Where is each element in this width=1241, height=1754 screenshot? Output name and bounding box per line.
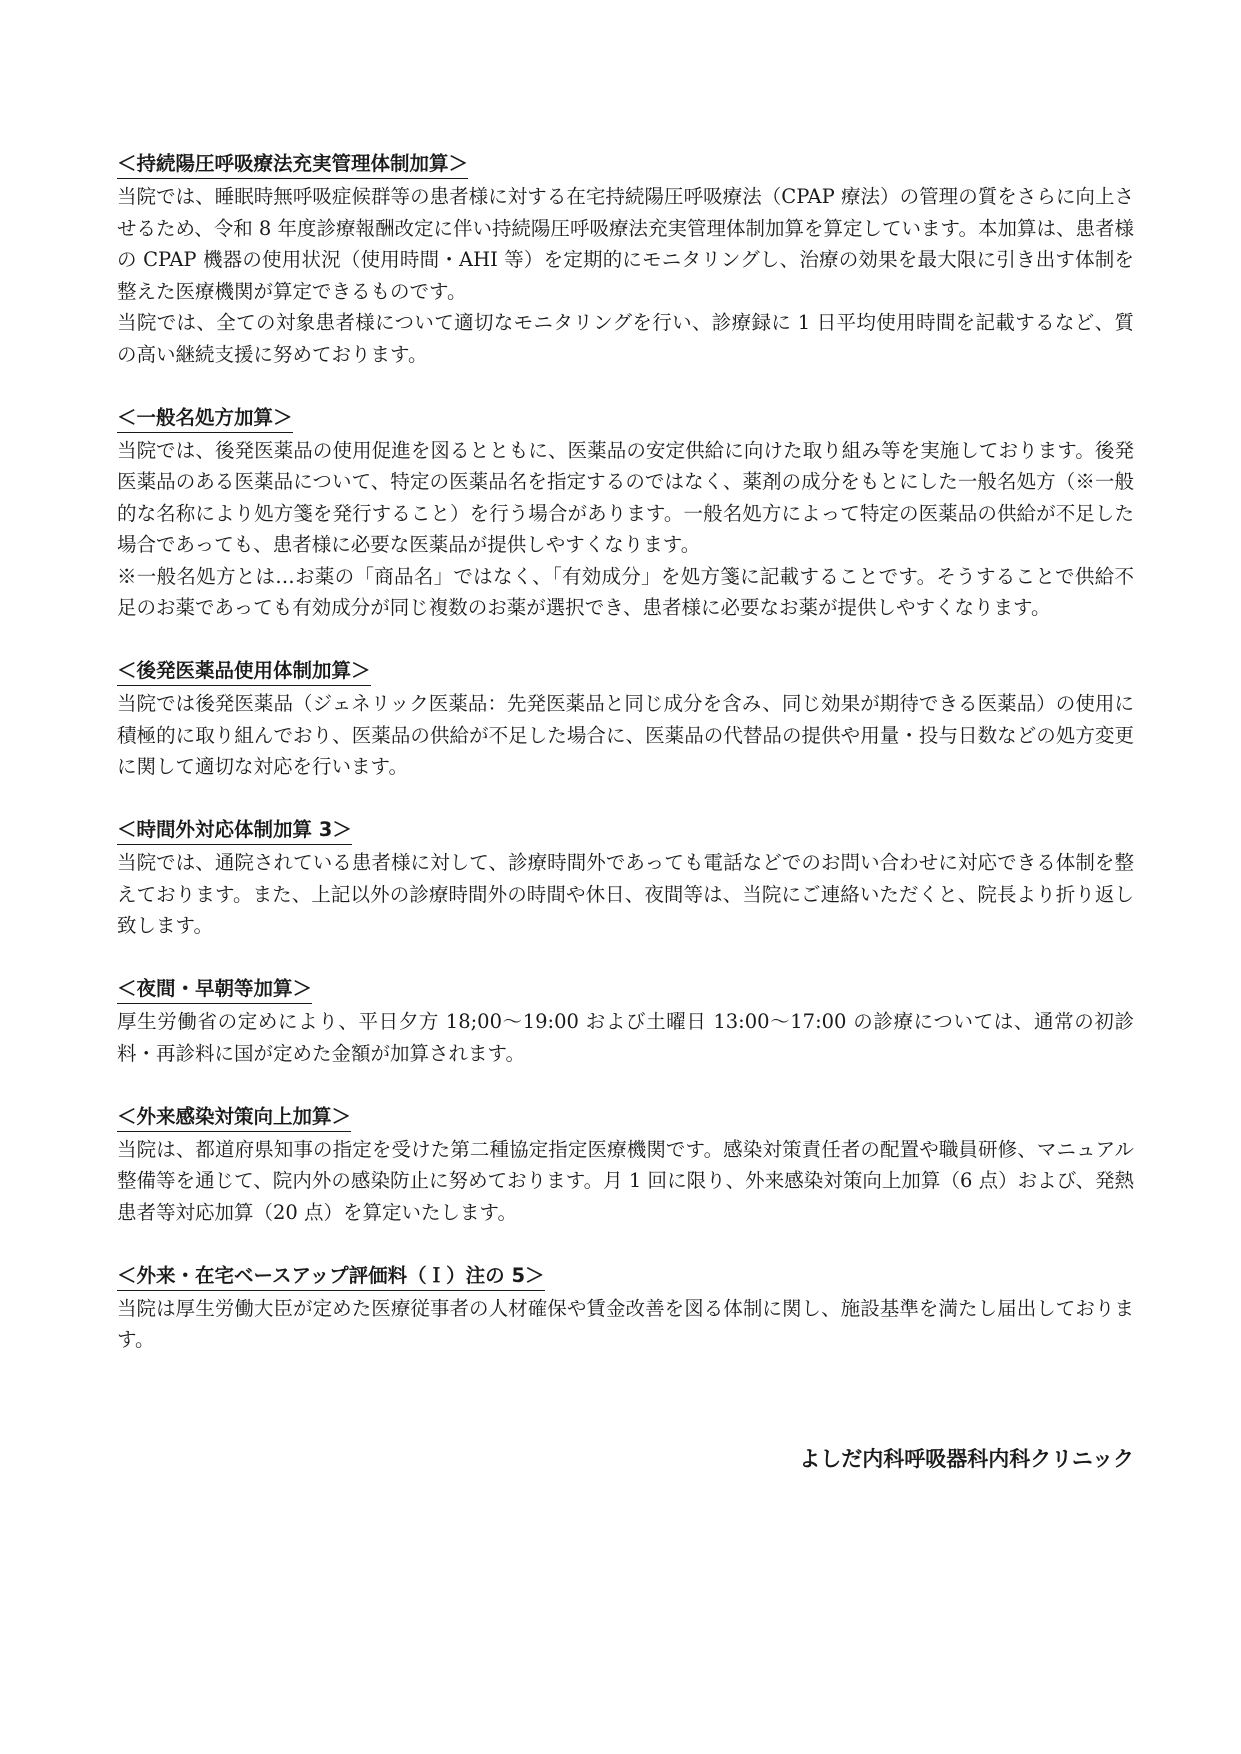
- section-cpap: [117, 148, 1134, 370]
- document-body: [117, 148, 1134, 1387]
- section-paragraph: 当院では、通院されている患者様に対して、診療時間外であっても電話などでのお問い合わせに対応できる体制を整えております。また、上記以外の診療時間外の時間や休日、夜間等は、当院にご連絡いただくと、院長より折り返し致します。: [117, 851, 1134, 937]
- section-paragraph: 当院では、全ての対象患者様について適切なモニタリングを行い、診療録に 1 日平均使用時間を記載するなど、質の高い継続支援に努めております。: [117, 311, 1134, 366]
- section-paragraph: 当院では後発医薬品（ジェネリック医薬品：先発医薬品と同じ成分を含み、同じ効果が期待できる医薬品）の使用に積極的に取り組んでおり、医薬品の供給が不足した場合に、医薬品の代替品の提供や用量・投与日数などの処方変更に関して適切な対応を行います。: [117, 692, 1134, 778]
- section-paragraph: 当院では、睡眠時無呼吸症候群等の患者様に対する在宅持続陽圧呼吸療法（CPAP 療法）の管理の質をさらに向上させるため、令和 8 年度診療報酬改定に伴い持続陽圧呼吸療法充実管理体制加算を算定しています。本加算は、患者様の CPAP 機器の使用状況（使用時間・AHI 等）を定期的にモニタリングし、治療の効果を最大限に引き出す体制を整えた医療機関が算定できるものです。: [117, 185, 1134, 303]
- section-night-early: [117, 973, 1134, 1069]
- section-title: ＜一般名処方加算＞: [117, 404, 293, 433]
- section-generic-drug-system: [117, 655, 1134, 783]
- section-title: ＜外来・在宅ベースアップ評価料（Ｉ）注の 5＞: [117, 1262, 545, 1291]
- section-paragraph: 厚生労働省の定めにより、平日夕方 18;00〜19:00 および土曜日 13:00〜17:00 の診療については、通常の初診料・再診料に国が定めた金額が加算されます。: [117, 1010, 1134, 1065]
- section-paragraph: 当院は、都道府県知事の指定を受けた第二種協定指定医療機関です。感染対策責任者の配置や職員研修、マニュアル整備等を通じて、院内外の感染防止に努めております。月 1 回に限り、外来感染対策向上加算（6 点）および、発熱患者等対応加算（20 点）を算定いたします。: [117, 1137, 1134, 1224]
- section-title: ＜持続陽圧呼吸療法充実管理体制加算＞: [117, 150, 468, 179]
- section-title: ＜夜間・早朝等加算＞: [117, 975, 312, 1004]
- section-generic-prescription: [117, 402, 1134, 624]
- section-title: ＜時間外対応体制加算 3＞: [117, 816, 352, 845]
- section-title: ＜後発医薬品使用体制加算＞: [117, 657, 371, 686]
- section-paragraph: 当院は厚生労働大臣が定めた医療従事者の人材確保や賃金改善を図る体制に関し、施設基準を満たし届出しております。: [117, 1296, 1134, 1351]
- section-paragraph: 当院では、後発医薬品の使用促進を図るとともに、医薬品の安定供給に向けた取り組み等を実施しております。後発医薬品のある医薬品について、特定の医薬品名を指定するのではなく、薬剤の成分をもとにした一般名処方（※一般的な名称により処方箋を発行すること）を行う場合があります。一般名処方によって特定の医薬品の供給が不足した場合であっても、患者様に必要な医薬品が提供しやすくなります。: [117, 438, 1134, 556]
- section-after-hours: [117, 814, 1134, 942]
- section-base-up: [117, 1260, 1134, 1356]
- section-infection-control: [117, 1101, 1134, 1229]
- section-paragraph: ※一般名処方とは…お薬の「商品名」ではなく、「有効成分」を処方箋に記載することです。そうすることで供給不足のお薬であっても有効成分が同じ複数のお薬が選択でき、患者様に必要なお薬が提供しやすくなります。: [117, 564, 1134, 619]
- section-title: ＜外来感染対策向上加算＞: [117, 1103, 351, 1132]
- clinic-signature: よしだ内科呼吸器科内科クリニック: [799, 1447, 1134, 1471]
